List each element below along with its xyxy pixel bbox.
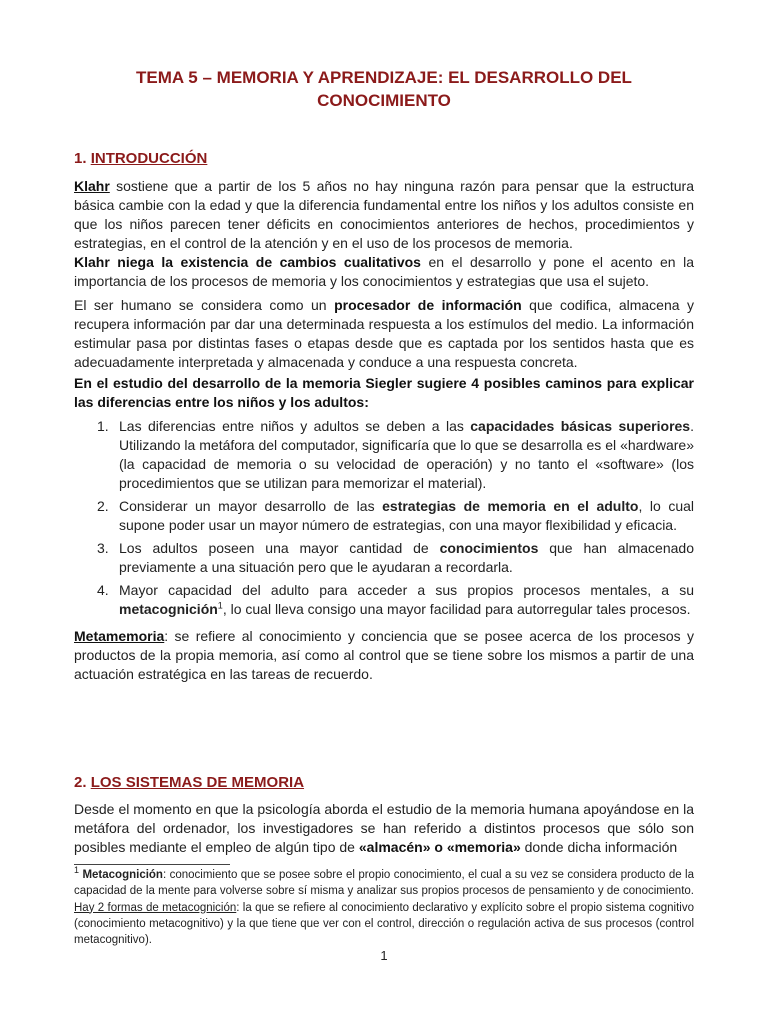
section-2-number: 2. xyxy=(74,774,87,791)
list-item-text: Mayor capacidad del adulto para acceder a sus propios procesos mentales, a su xyxy=(119,582,694,598)
intro-paragraph-4-bold: En el estudio del desarrollo de la memoria Siegler sugiere 4 posibles caminos para explicar las diferencias entre los niños y los adultos: xyxy=(74,375,694,410)
intro-paragraph-2-bold: Klahr niega la existencia de cambios cualitativos xyxy=(74,254,421,270)
list-item xyxy=(74,539,694,577)
footnote-reference: 1 xyxy=(217,600,223,611)
list-item-text: , lo cual supone poder usar un mayor número de estrategias, con una mayor flexibilidad y eficacia. xyxy=(119,498,694,533)
intro-paragraph-4 xyxy=(74,374,694,412)
intro-paragraph-2 xyxy=(74,253,694,291)
list-item-text: Considerar un mayor desarrollo de las xyxy=(119,498,383,514)
list-item-text: Los adultos poseen una mayor cantidad de xyxy=(119,540,440,556)
page-number: 1 xyxy=(380,948,388,963)
section-2-heading xyxy=(74,774,304,791)
document-title xyxy=(60,66,708,112)
list-item-bold: capacidades básicas superiores xyxy=(470,418,691,434)
intro-paragraph-2-text: en el desarrollo y pone el acento en la importancia de los procesos de memoria y los conocimientos y estrategias que usa el sujeto. xyxy=(74,254,694,289)
memory-systems-text-a: Desde el momento en que la psicología aborda el estudio de la memoria humana apoyándose en la metáfora del ordenador, los investigadores se han referido a distintos procesos que sólo son posibles mediante el empleo de algún tipo de xyxy=(74,801,694,855)
intro-paragraph-3-bold: procesador de información xyxy=(334,297,522,313)
list-item-bold: estrategias de memoria en el adulto xyxy=(382,498,639,514)
list-item-number: 1. xyxy=(97,418,109,434)
footnote-divider xyxy=(74,864,230,865)
section-1-title: INTRODUCCIÓN xyxy=(90,150,208,167)
footnote-text-b: : la que se refiere al conocimiento declarativo y explícito sobre el propio sistema cognitivo (conocimiento metacognitivo) y la que tiene que ver con el control, dirección o regulación activa de sus procesos (control metacognitivo). xyxy=(74,901,694,947)
intro-paragraph-1 xyxy=(74,177,694,253)
list-item-bold: conocimientos xyxy=(439,540,539,556)
list-item-text: Las diferencias entre niños y adultos se deben a las xyxy=(119,418,471,434)
list-item-text: , lo cual lleva consigo una mayor facilidad para autorregular tales procesos. xyxy=(222,601,691,617)
intro-paragraph-3 xyxy=(74,296,694,372)
footnote-underlined: Hay 2 formas de metacognición xyxy=(74,901,237,914)
footnote-term: Metacognición xyxy=(82,869,163,881)
intro-paragraph-3-text-b: que codifica, almacena y recupera información par dar una determinada respuesta a los estímulos del medio. La información estimular pasa por distintas fases o etapas desde que es captada por los sentidos hasta que es adecuadamente interpretada y almacenada y conduce a una respuesta concreta. xyxy=(74,297,694,370)
list-item-text: . Utilizando la metáfora del computador, significaría que lo que se desarrolla es el «hardware» (la capacidad de memoria o su velocidad de operación) y no tanto el «software» (los procedimientos que se utilizan para memorizar el material). xyxy=(119,418,694,491)
metamemoria-text: : se refiere al conocimiento y conciencia que se posee acerca de los procesos y productos de la propia memoria, así como al control que se tiene sobre los mismos a partir de una actuación estratégica en las tareas de recuerdo. xyxy=(74,628,694,682)
list-item-bold: metacognición xyxy=(119,601,218,617)
title-line-1: TEMA 5 – MEMORIA Y APRENDIZAJE: EL DESARROLLO DEL xyxy=(136,68,632,87)
footnote-text-a: : conocimiento que se posee sobre el propio conocimiento, el cual a su vez se considera producto de la capacidad de la mente para volverse sobre sí misma y analizar sus propios procesos de pensamiento y de conocimiento. xyxy=(74,869,694,898)
siegler-list xyxy=(74,417,694,623)
metamemoria-term: Metamemoria xyxy=(74,628,165,644)
klahr-name: Klahr xyxy=(74,178,110,194)
title-line-2: CONOCIMIENTO xyxy=(317,91,451,110)
footnote-mark: 1 xyxy=(74,865,80,876)
list-item-number: 3. xyxy=(97,540,109,556)
section-1-number: 1. xyxy=(74,150,87,167)
metamemoria-paragraph xyxy=(74,627,694,684)
memory-systems-paragraph xyxy=(74,800,694,857)
intro-paragraph-3-text-a: El ser humano se considera como un xyxy=(74,297,335,313)
list-item-number: 2. xyxy=(97,498,109,514)
list-item-number: 4. xyxy=(97,582,109,598)
list-item xyxy=(74,497,694,535)
list-item xyxy=(74,581,694,619)
memory-systems-text-b: donde dicha información xyxy=(520,839,678,855)
list-item xyxy=(74,417,694,493)
intro-paragraph-1-text: sostiene que a partir de los 5 años no hay ninguna razón para pensar que la estructura básica cambie con la edad y que la diferencia fundamental entre los niños y los adultos consiste en que los niños parecen tener déficits en conocimientos anteriores de hechos, procedimientos y estrategias, en el control de la atención y en el uso de los procesos de memoria. xyxy=(74,178,694,251)
section-2-title: LOS SISTEMAS DE MEMORIA xyxy=(90,774,305,791)
section-1-heading xyxy=(74,150,207,167)
memory-systems-bold: «almacén» o «memoria» xyxy=(358,839,521,855)
footnote xyxy=(74,867,694,948)
list-item-text: que han almacenado previamente a una situación pero que le ayudaran a recordarla. xyxy=(119,540,694,575)
